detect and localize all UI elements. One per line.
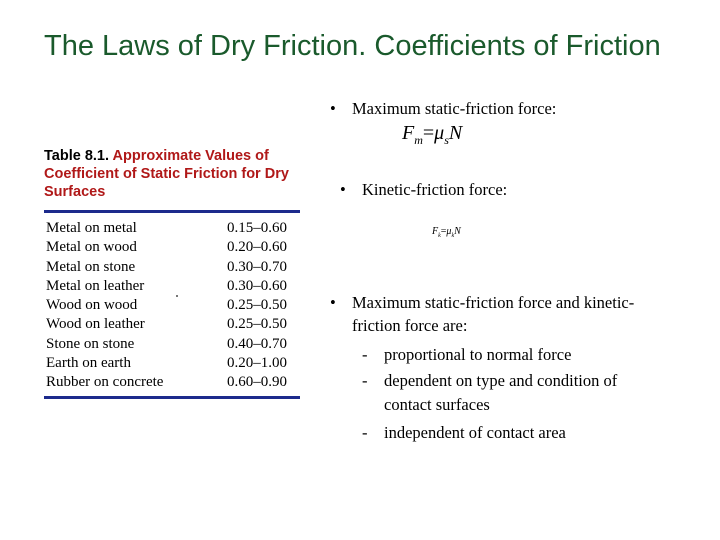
dash-marker: - xyxy=(362,371,368,390)
row-surfaces: Metal on metal xyxy=(46,220,137,236)
table-label: Table 8.1. xyxy=(44,148,110,164)
table-row xyxy=(44,219,300,238)
formula-sub-k: k xyxy=(451,233,455,239)
force-properties-list xyxy=(352,342,712,446)
list-item xyxy=(352,342,712,368)
table-row xyxy=(44,296,300,315)
row-surfaces: Wood on leather xyxy=(46,316,145,333)
row-surfaces: Metal on wood xyxy=(46,239,137,256)
table-row xyxy=(44,315,300,334)
row-value: 0.25–0.50 xyxy=(227,316,287,333)
row-surfaces: Metal on stone xyxy=(46,258,136,275)
list-item xyxy=(352,368,712,417)
row-surfaces: Metal on leather xyxy=(46,277,145,294)
formula-mu: μ xyxy=(434,122,445,144)
list-item xyxy=(352,417,712,446)
row-value: 0.60–0.90 xyxy=(227,374,287,391)
row-value: 0.40–0.70 xyxy=(227,335,287,352)
friction-coefficient-table xyxy=(44,147,300,399)
table-row xyxy=(44,354,300,373)
row-value: 0.25–0.50 xyxy=(227,297,287,314)
bullet-both-line2: friction force are: xyxy=(352,316,468,335)
bullet-dot: • xyxy=(330,293,336,312)
dash-marker: - xyxy=(362,345,368,364)
kinetic-friction-formula xyxy=(432,226,461,239)
row-value: 0.30–0.70 xyxy=(227,258,287,275)
formula-sub-s: s xyxy=(444,133,449,147)
row-value: 0.20–1.00 xyxy=(227,355,287,372)
property-text: dependent on type and condition of xyxy=(384,371,618,390)
row-value: 0.15–0.60 xyxy=(227,220,287,236)
bullet-static-friction xyxy=(330,98,710,120)
formula-equals: = xyxy=(440,226,447,237)
bullet-kinetic-text: Kinetic-friction force: xyxy=(362,180,508,199)
bullet-both-forces xyxy=(330,291,715,337)
bullet-kinetic-friction xyxy=(340,179,700,201)
property-text-cont: contact surfaces xyxy=(384,395,490,414)
scan-speck xyxy=(176,295,178,297)
table-caption: Approximate Values of Coefficient of Static Friction for Dry Surfaces xyxy=(44,148,289,200)
row-surfaces: Wood on wood xyxy=(46,297,138,314)
table-bottom-rule xyxy=(44,396,300,399)
property-text: proportional to normal force xyxy=(384,345,572,364)
formula-mu: μ xyxy=(446,226,452,237)
row-value: 0.20–0.60 xyxy=(227,239,287,256)
table-row xyxy=(44,277,300,296)
formula-N: N xyxy=(448,122,463,144)
property-text: independent of contact area xyxy=(384,423,566,442)
table-row xyxy=(44,335,300,354)
table-row xyxy=(44,373,300,392)
table-rows xyxy=(44,219,300,393)
formula-sub-k: k xyxy=(438,233,441,239)
formula-sub-m: m xyxy=(414,133,423,147)
row-value: 0.30–0.60 xyxy=(227,277,287,294)
static-friction-formula xyxy=(402,122,462,148)
dash-marker: - xyxy=(362,423,368,442)
formula-equals: = xyxy=(422,122,435,144)
table-row xyxy=(44,258,300,277)
row-surfaces: Stone on stone xyxy=(46,335,135,352)
table-row xyxy=(44,238,300,257)
bullet-both-line1: Maximum static-friction force and kinetic- xyxy=(352,293,635,312)
formula-N: N xyxy=(454,226,461,237)
row-surfaces: Rubber on concrete xyxy=(46,374,164,391)
table-heading xyxy=(44,147,300,201)
bullet-static-text: Maximum static-friction force: xyxy=(352,99,557,118)
bullet-dot: • xyxy=(330,99,336,118)
row-surfaces: Earth on earth xyxy=(46,355,131,372)
slide-title: The Laws of Dry Friction. Coefficients of Friction xyxy=(44,30,661,62)
formula-F: F xyxy=(402,122,415,144)
formula-F: F xyxy=(432,226,439,237)
bullet-dot: • xyxy=(340,180,346,199)
table-top-rule xyxy=(44,210,300,213)
